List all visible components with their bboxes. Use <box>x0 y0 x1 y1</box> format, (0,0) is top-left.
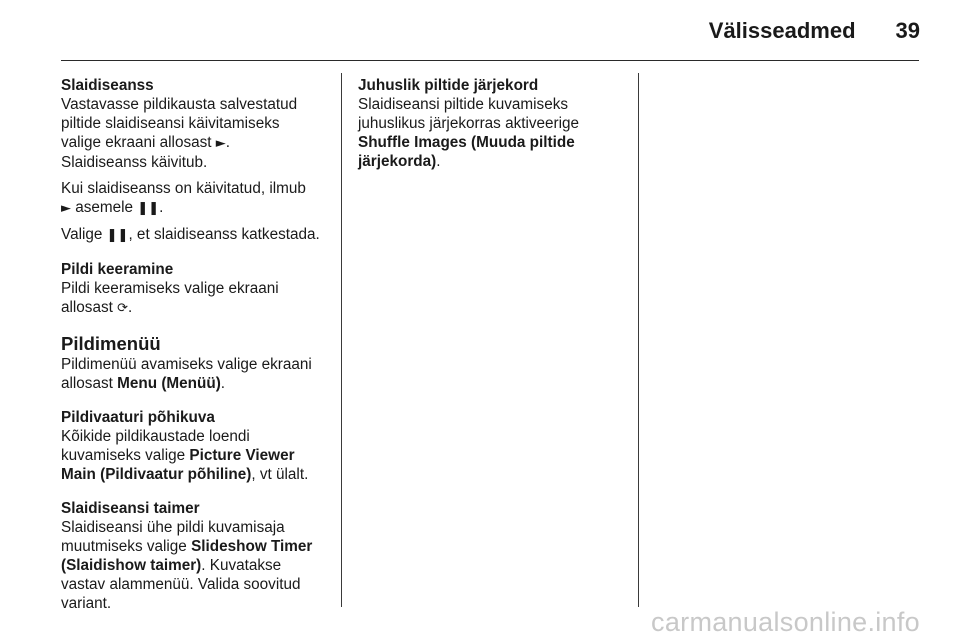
text-span: . <box>436 153 441 170</box>
section-heading-slideshow-timer: Slaidiseansi taimer <box>61 500 200 517</box>
text-span: . <box>220 375 226 392</box>
text-line <box>61 446 336 465</box>
text-line: Slaidiseanss käivitub. <box>61 154 208 171</box>
section-heading-slideshow: Slaidiseanss <box>61 77 154 94</box>
text-span: valige ekraani allosast <box>61 134 216 151</box>
pause-icon: ❚❚ <box>137 201 160 216</box>
menu-term: (Slaidishow taimer) <box>61 557 202 574</box>
text-line <box>61 556 336 575</box>
text-span: muutmiseks valige <box>61 538 192 555</box>
text-span: Valige <box>61 226 107 243</box>
text-line <box>61 374 336 393</box>
text-line: Pildi keeramiseks valige ekraani <box>61 280 279 297</box>
text-line: Kui slaidiseanss on käivitatud, ilmub <box>61 180 306 197</box>
play-icon: ► <box>215 136 226 151</box>
text-span: , vt ülalt. <box>251 466 309 483</box>
header-rule <box>61 60 919 61</box>
text-line <box>61 225 336 245</box>
text-span: . <box>159 199 164 216</box>
text-line: Vastavasse pildikausta salvestatud <box>61 96 298 113</box>
section-title: Välisseadmed <box>708 18 856 43</box>
pause-icon: ❚❚ <box>106 228 129 243</box>
text-span: . <box>225 134 231 151</box>
page-number: 39 <box>895 18 920 43</box>
text-span: kuvamiseks valige <box>61 447 190 464</box>
menu-term: Picture Viewer <box>189 447 295 464</box>
text-span: allosast <box>61 375 118 392</box>
column-2 <box>358 76 628 171</box>
menu-term: Slideshow Timer <box>191 538 313 555</box>
text-line: juhuslikus järjekorras aktiveerige <box>358 115 580 132</box>
section-heading-shuffle: Juhuslik piltide järjekord <box>358 77 539 94</box>
menu-term: Main (Pildivaatur põhiline) <box>61 466 252 483</box>
text-line: Kõikide pildikaustade loendi <box>61 428 250 445</box>
section-heading-viewer-main: Pildivaaturi põhikuva <box>61 409 215 426</box>
page-header <box>709 18 920 48</box>
menu-term: Menu (Menüü) <box>117 375 221 392</box>
text-line: Pildimenüü avamiseks valige ekraani <box>61 356 312 373</box>
text-span: . <box>128 299 133 316</box>
text-line <box>358 152 628 171</box>
column-divider-1 <box>341 73 342 607</box>
section-heading-rotate: Pildi keeramine <box>61 261 174 278</box>
text-line <box>61 537 336 556</box>
text-span: , et slaidiseanss katkestada. <box>128 226 320 243</box>
text-span: . Kuvatakse <box>201 557 282 574</box>
column-1 <box>61 76 336 613</box>
text-line <box>61 133 336 153</box>
text-line <box>61 298 336 318</box>
column-divider-2 <box>638 73 639 607</box>
play-icon: ► <box>61 201 71 216</box>
text-span: asemele <box>71 199 138 216</box>
text-line: variant. <box>61 595 112 612</box>
text-line <box>61 465 336 484</box>
text-line: vastav alammenüü. Valida soovitud <box>61 576 301 593</box>
text-line <box>61 198 336 218</box>
text-line: Slaidiseansi piltide kuvamiseks <box>358 96 569 113</box>
text-line: piltide slaidiseansi käivitamiseks <box>61 115 280 132</box>
watermark: carmanualsonline.info <box>651 607 920 637</box>
menu-term: Shuffle Images (Muuda piltide <box>358 134 575 151</box>
text-span: allosast <box>61 299 118 316</box>
section-heading-picture-menu: Pildimenüü <box>61 333 161 354</box>
menu-term: järjekorda) <box>358 153 437 170</box>
rotate-icon: ⟳ <box>117 301 129 316</box>
text-line: Slaidiseansi ühe pildi kuvamisaja <box>61 519 285 536</box>
